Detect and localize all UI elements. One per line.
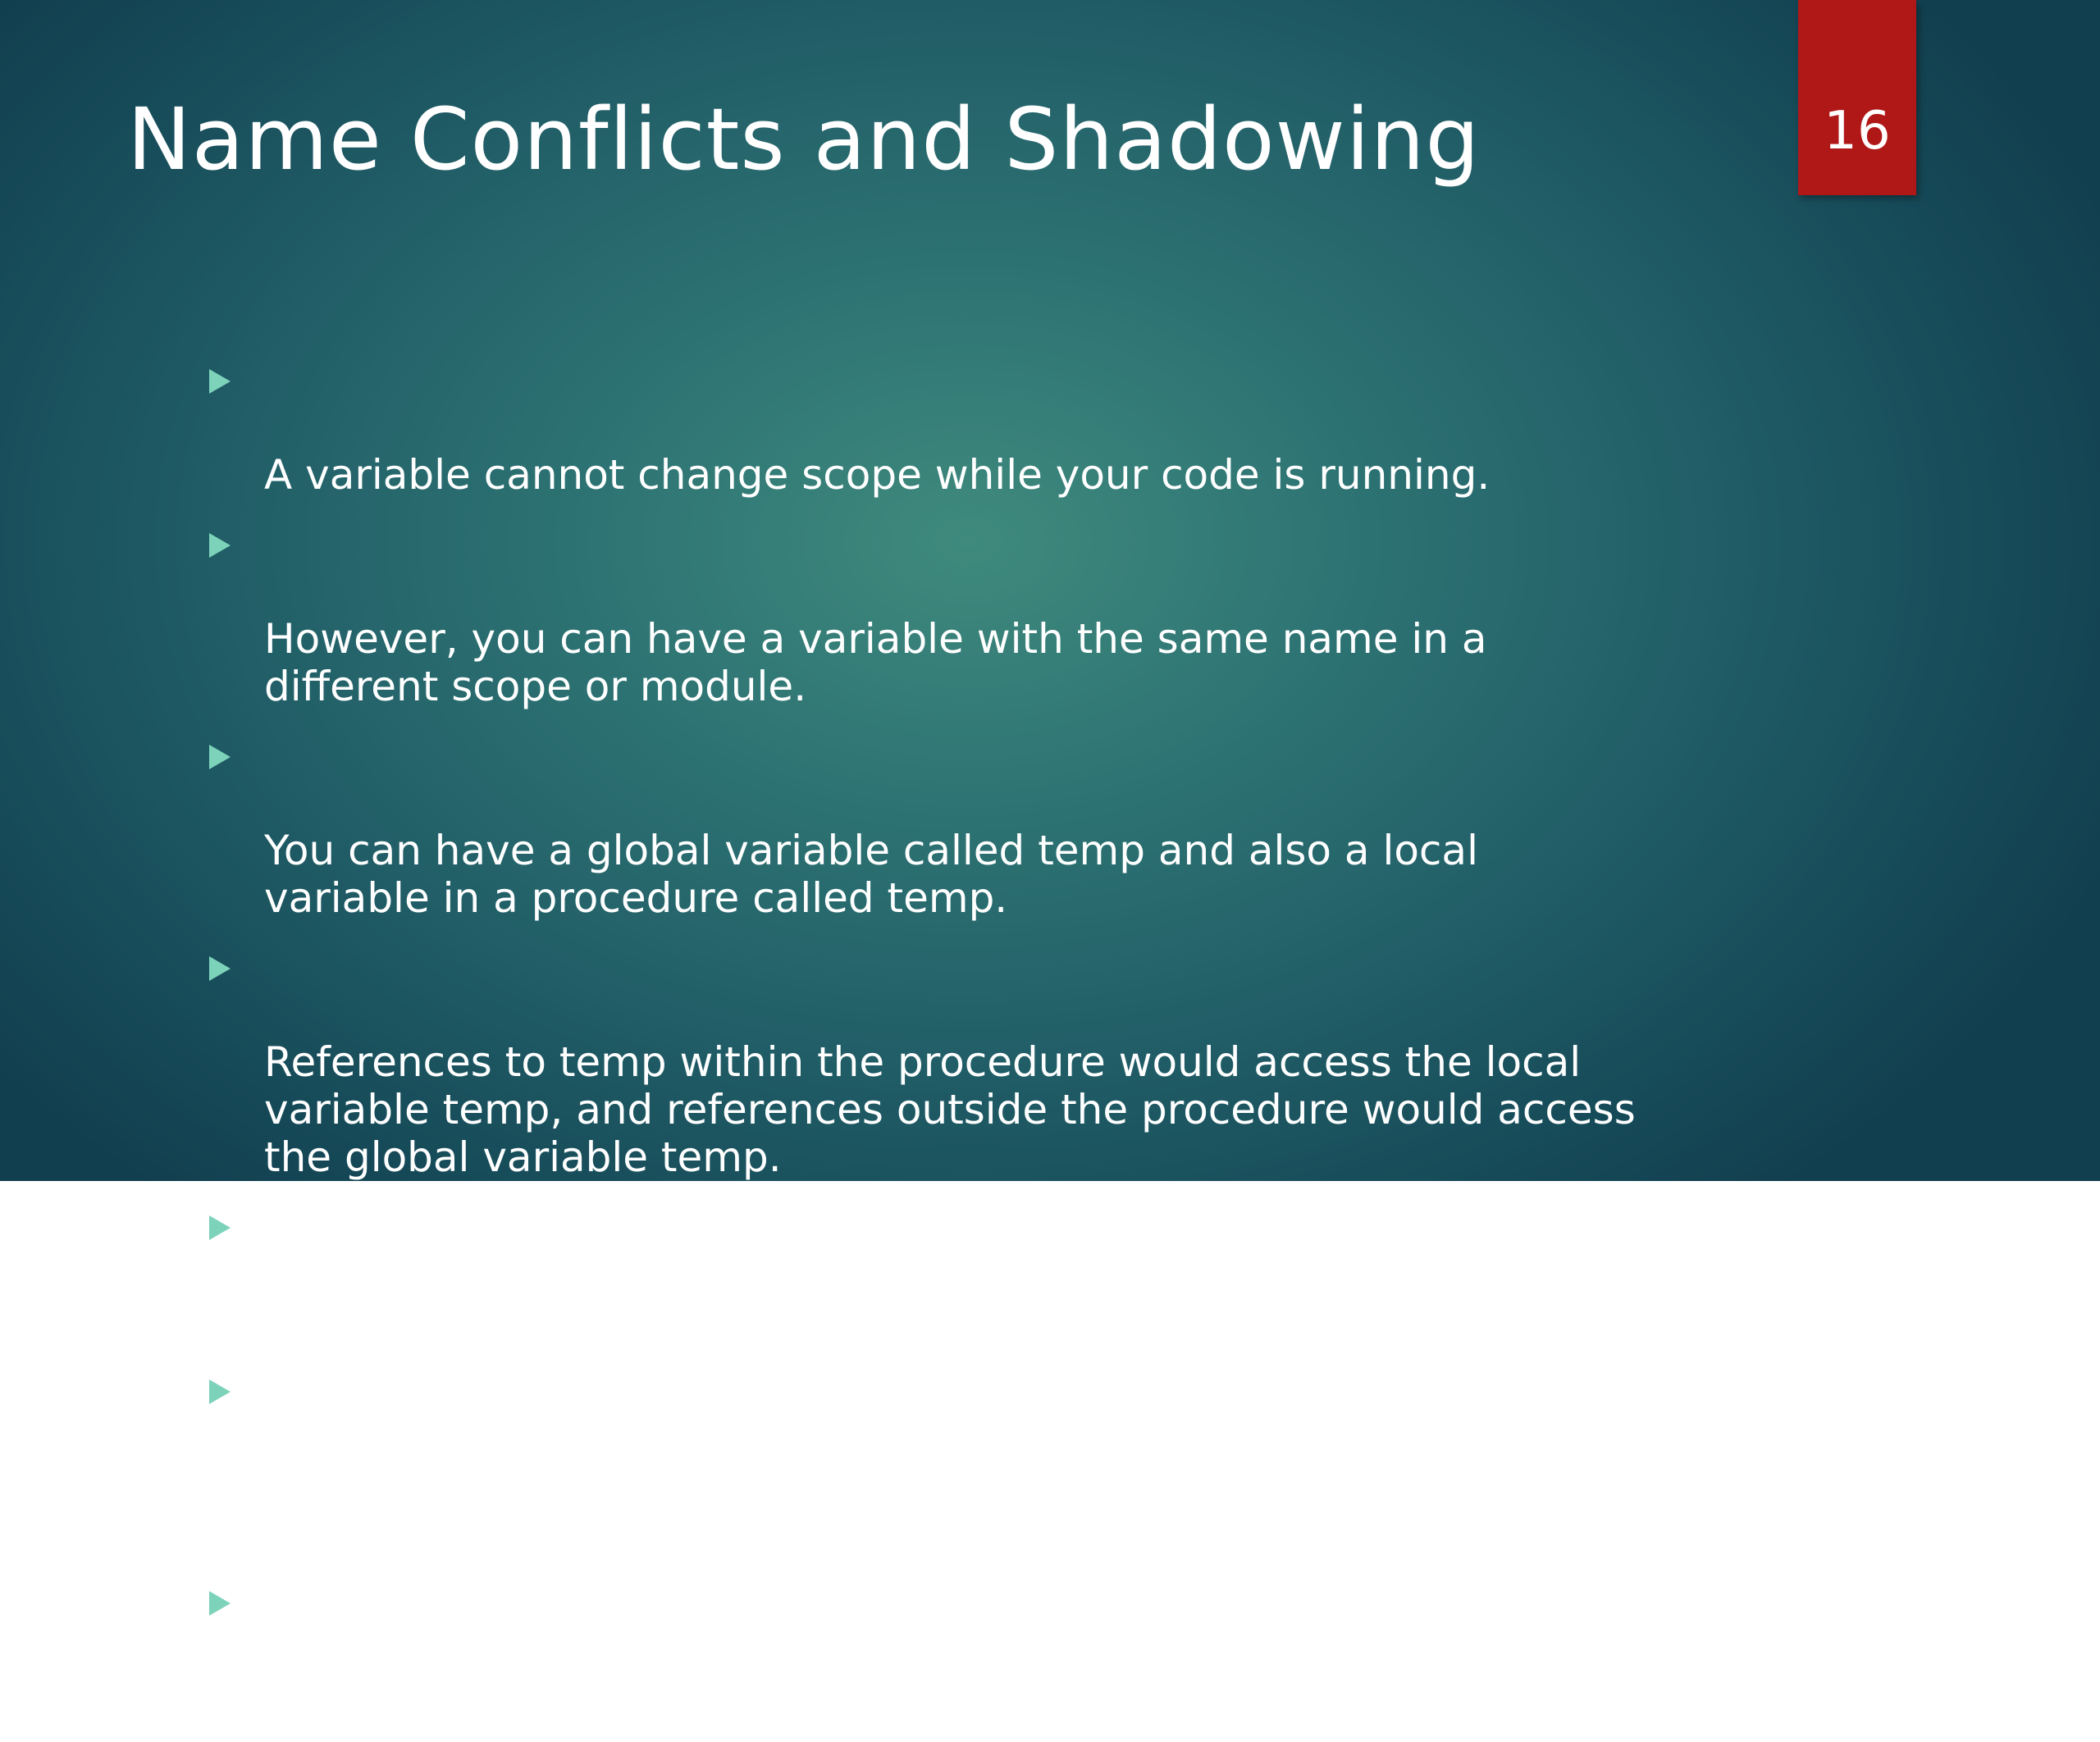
bullet-text: A variable cannot change scope while your code is running. (264, 451, 1491, 499)
bullet-list (205, 356, 1731, 1742)
bullet-text: The best way is to use unique names for all variables. (264, 1673, 1372, 1721)
list-item (205, 732, 1731, 922)
triangle-right-icon (209, 745, 231, 769)
triangle-right-icon (209, 956, 231, 981)
list-item (205, 1202, 1731, 1345)
list-item (205, 520, 1731, 710)
triangle-right-icon (209, 1591, 231, 1616)
list-item (205, 356, 1731, 499)
triangle-right-icon (209, 1379, 231, 1404)
bullet-text: However, you can have a variable with the same name in a different scope or module. (264, 615, 1487, 710)
triangle-right-icon (209, 533, 231, 558)
bullet-text: References to temp within the procedure would access the local variable temp, and references outside the procedure would access the global variable temp. (264, 1038, 1636, 1181)
list-item (205, 943, 1731, 1181)
list-item (205, 1366, 1731, 1557)
bullet-text: You can have a global variable called temp and also a local variable in a procedure called temp. (264, 827, 1478, 922)
triangle-right-icon (209, 369, 231, 394)
triangle-right-icon (209, 1215, 231, 1240)
bullet-text: In this case, the local variable shadows the global variable. (264, 1297, 1480, 1345)
slide-title: Name Conflicts and Shadowing (127, 89, 1481, 189)
bullet-text: The only way to use the global variable over the local variable is to give it a different name. (264, 1462, 1646, 1557)
list-item (205, 1578, 1731, 1721)
slide-number-badge (1798, 0, 1916, 195)
slide-number: 16 (1824, 101, 1891, 162)
